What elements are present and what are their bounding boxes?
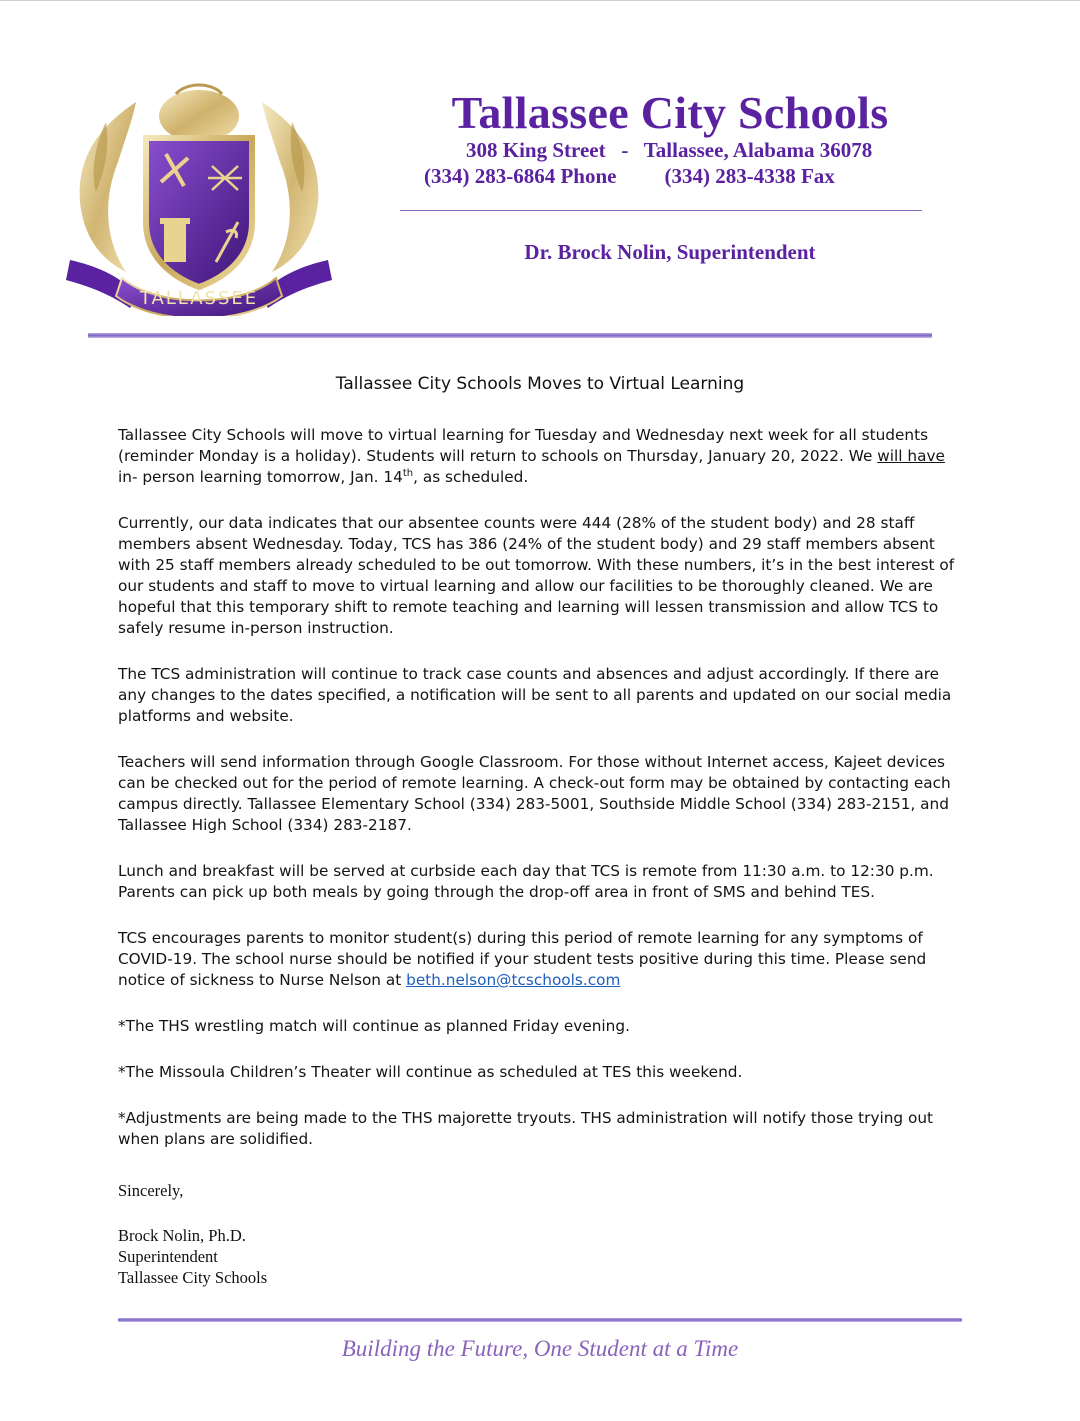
- nurse-email-link[interactable]: beth.nelson@tcschools.com: [406, 971, 621, 989]
- paragraph-meals: Lunch and breakfast will be served at curbside each day that TCS is remote from 11:30 a.m. to 12:30 p.m. Parents can pick up both meals by going through the drop-off area in front of SMS and behind TES.: [118, 862, 934, 901]
- phone-number: (334) 283-6864 Phone: [424, 164, 617, 188]
- footer-divider-rule: [118, 1318, 962, 1322]
- signature-name: Brock Nolin, Ph.D.: [118, 1226, 246, 1245]
- signature-organization: Tallassee City Schools: [118, 1268, 268, 1287]
- note-wrestling: *The THS wrestling match will continue as planned Friday evening.: [118, 1017, 630, 1035]
- paragraph-google-classroom: Teachers will send information through Google Classroom. For those without Internet access, Kajeet devices can be checked out for the period of remote learning. A check-out form may be obtained by contacting each campus directly. Tallassee Elementary School (334) 283-5001, Southside Middle School (334) 283-2151, and Tallassee High School (334) 283-2187.: [118, 753, 951, 834]
- letter-body: [118, 425, 968, 1175]
- footer-tagline: Building the Future, One Student at a Time: [341, 1336, 739, 1361]
- signature-block: [118, 1225, 267, 1288]
- note-majorette: *Adjustments are being made to the THS majorette tryouts. THS administration will notify those trying out when plans are solidified.: [118, 1109, 934, 1148]
- header-divider-rule: [88, 333, 932, 338]
- paragraph-absentee-data: Currently, our data indicates that our absentee counts were 444 (28% of the student body) and 28 staff members absent Wednesday. Today, TCS has 386 (24% of the student body) and 29 staff members absent with 25 staff members already scheduled to be out tomorrow. With these numbers, it’s in the best interest of our students and staff to move to virtual learning and allow our facilities to be thoroughly cleaned. We are hopeful that this temporary shift to remote teaching and learning will lessen transmission and allow TCS to safely resume in-person instruction.: [118, 514, 955, 637]
- superintendent-line: Dr. Brock Nolin, Superintendent: [524, 240, 816, 264]
- page-top-border: [0, 0, 1080, 1]
- header-separator-line: [400, 210, 922, 211]
- paragraph-virtual-learning: Tallassee City Schools will move to virtual learning for Tuesday and Wednesday next week for all students (reminder Monday is a holiday). Students will return to schools on Thursday, January 20, 2022. We will have in- person learning tomorrow, Jan. 14th, as scheduled.: [118, 426, 945, 486]
- letter-title: Tallassee City Schools Moves to Virtual Learning: [335, 374, 745, 394]
- paragraph-covid-symptoms: TCS encourages parents to monitor student(s) during this period of remote learning for any symptoms of COVID-19. The school nurse should be notified if your student tests positive during this time. Please send notice of sickness to Nurse Nelson at beth.nelson@tcschools.com: [118, 929, 927, 989]
- contact-phones: [424, 164, 835, 189]
- school-crest-logo: [66, 82, 332, 316]
- fax-number: (334) 283-4338 Fax: [664, 164, 835, 188]
- paragraph-administration: The TCS administration will continue to track case counts and absences and adjust accordingly. If there are any changes to the dates specified, a notification will be sent to all parents and updated on our social media platforms and website.: [118, 665, 952, 725]
- signature-title: Superintendent: [118, 1247, 218, 1266]
- letter-closing: Sincerely,: [118, 1181, 184, 1200]
- crest-banner-text: TALLASSEE: [139, 288, 259, 309]
- note-theater: *The Missoula Children’s Theater will continue as scheduled at TES this weekend.: [118, 1063, 743, 1081]
- underlined-text: will have: [877, 447, 945, 465]
- school-address: 308 King Street - Tallassee, Alabama 36078: [466, 138, 873, 162]
- school-name-heading: Tallassee City Schools: [451, 87, 889, 138]
